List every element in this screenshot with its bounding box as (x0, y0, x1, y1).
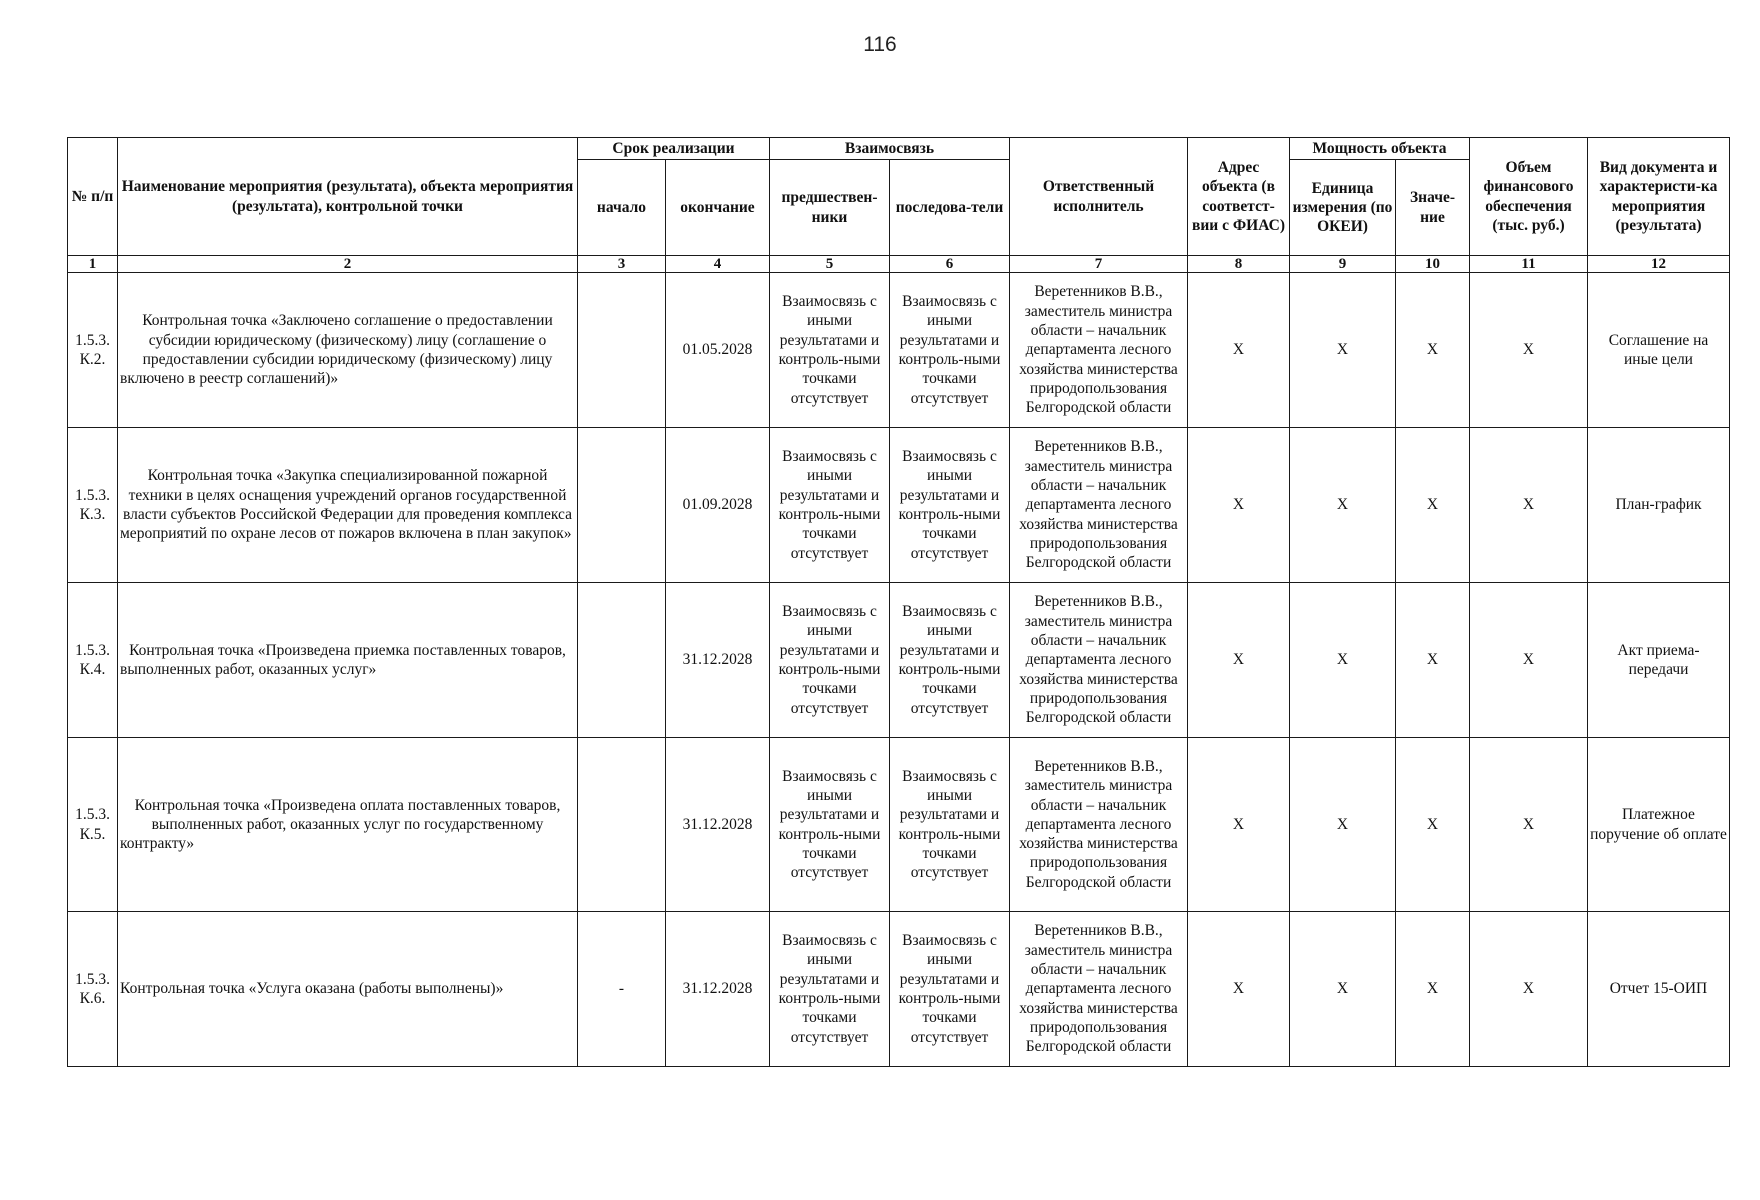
control-points-table (67, 137, 1730, 1067)
row-next: Взаимосвязь с иными результатами и контроль-ными точками отсутствует (890, 912, 1010, 1067)
row-name: Контрольная точка «Произведена оплата поставленных товаров, выполненных работ, оказанных услуг по государственному контракту» (118, 738, 578, 912)
row-end: 31.12.2028 (666, 583, 770, 738)
table-header (68, 138, 1730, 273)
row-name: Контрольная точка «Услуга оказана (работы выполнены)» (118, 912, 578, 1067)
header-doc-type: Вид документа и характеристи-ка мероприятия (результата) (1588, 138, 1730, 256)
row-doc: Платежное поручение об оплате (1588, 738, 1730, 912)
row-number: 1.5.3. К.6. (68, 912, 118, 1067)
column-number: 8 (1188, 256, 1290, 273)
row-end: 31.12.2028 (666, 912, 770, 1067)
row-prev: Взаимосвязь с иными результатами и контроль-ными точками отсутствует (770, 583, 890, 738)
header-term-start: начало (578, 160, 666, 256)
row-unit: X (1290, 428, 1396, 583)
row-start (578, 273, 666, 428)
column-number: 11 (1470, 256, 1588, 273)
row-address: X (1188, 273, 1290, 428)
row-doc: Акт приема-передачи (1588, 583, 1730, 738)
row-unit: X (1290, 912, 1396, 1067)
header-capacity-unit: Единица измерения (по ОКЕИ) (1290, 160, 1396, 256)
row-next: Взаимосвязь с иными результатами и контроль-ными точками отсутствует (890, 428, 1010, 583)
row-unit: X (1290, 583, 1396, 738)
row-doc: Соглашение на иные цели (1588, 273, 1730, 428)
row-prev: Взаимосвязь с иными результатами и контроль-ными точками отсутствует (770, 738, 890, 912)
row-start (578, 738, 666, 912)
header-executor: Ответственный исполнитель (1010, 138, 1188, 256)
row-funding: X (1470, 583, 1588, 738)
page-number: 116 (863, 33, 897, 56)
row-next: Взаимосвязь с иными результатами и контроль-ными точками отсутствует (890, 738, 1010, 912)
row-address: X (1188, 583, 1290, 738)
column-number: 7 (1010, 256, 1188, 273)
row-funding: X (1470, 912, 1588, 1067)
table-row (68, 273, 1730, 428)
row-name: Контрольная точка «Произведена приемка поставленных товаров, выполненных работ, оказанных услуг» (118, 583, 578, 738)
row-value: X (1396, 912, 1470, 1067)
row-executor: Веретенников В.В., заместитель министра области – начальник департамента лесного хозяйства министерства природопользования Белгородской области (1010, 428, 1188, 583)
row-end: 01.05.2028 (666, 273, 770, 428)
row-executor: Веретенников В.В., заместитель министра области – начальник департамента лесного хозяйства министерства природопользования Белгородской области (1010, 583, 1188, 738)
table-row (68, 583, 1730, 738)
row-unit: X (1290, 738, 1396, 912)
column-number: 3 (578, 256, 666, 273)
row-number: 1.5.3. К.4. (68, 583, 118, 738)
header-link-group: Взаимосвязь (770, 138, 1010, 160)
row-funding: X (1470, 428, 1588, 583)
row-executor: Веретенников В.В., заместитель министра области – начальник департамента лесного хозяйства министерства природопользования Белгородской области (1010, 912, 1188, 1067)
row-end: 31.12.2028 (666, 738, 770, 912)
row-name: Контрольная точка «Закупка специализированной пожарной техники в целях оснащения учреждений органов государственной власти субъектов Российской Федерации для проведения комплекса мероприятий по охране лесов от пожаров включена в план закупок» (118, 428, 578, 583)
column-numbers-row (68, 256, 1730, 273)
header-capacity-group: Мощность объекта (1290, 138, 1470, 160)
row-value: X (1396, 583, 1470, 738)
row-value: X (1396, 428, 1470, 583)
row-address: X (1188, 428, 1290, 583)
row-prev: Взаимосвязь с иными результатами и контроль-ными точками отсутствует (770, 912, 890, 1067)
header-term-end: окончание (666, 160, 770, 256)
column-number: 12 (1588, 256, 1730, 273)
header-term-group: Срок реализации (578, 138, 770, 160)
row-funding: X (1470, 273, 1588, 428)
column-number: 4 (666, 256, 770, 273)
row-number: 1.5.3. К.3. (68, 428, 118, 583)
row-start (578, 583, 666, 738)
header-num: № п/п (68, 138, 118, 256)
row-next: Взаимосвязь с иными результатами и контроль-ными точками отсутствует (890, 273, 1010, 428)
column-number: 5 (770, 256, 890, 273)
column-number: 10 (1396, 256, 1470, 273)
column-number: 1 (68, 256, 118, 273)
table-row (68, 428, 1730, 583)
header-funding: Объем финансового обеспечения (тыс. руб.) (1470, 138, 1588, 256)
row-next: Взаимосвязь с иными результатами и контроль-ными точками отсутствует (890, 583, 1010, 738)
header-link-next: последова-тели (890, 160, 1010, 256)
column-number: 6 (890, 256, 1010, 273)
row-name: Контрольная точка «Заключено соглашение о предоставлении субсидии юридическому (физическому) лицу (соглашение о предоставлении субсидии юридическому (физическому) лицу включено в реестр соглашений)» (118, 273, 578, 428)
header-capacity-value: Значе-ние (1396, 160, 1470, 256)
column-number: 2 (118, 256, 578, 273)
row-value: X (1396, 738, 1470, 912)
row-start (578, 428, 666, 583)
row-executor: Веретенников В.В., заместитель министра области – начальник департамента лесного хозяйства министерства природопользования Белгородской области (1010, 273, 1188, 428)
row-funding: X (1470, 738, 1588, 912)
column-number: 9 (1290, 256, 1396, 273)
row-prev: Взаимосвязь с иными результатами и контроль-ными точками отсутствует (770, 428, 890, 583)
row-end: 01.09.2028 (666, 428, 770, 583)
header-address: Адрес объекта (в соответст-вии с ФИАС) (1188, 138, 1290, 256)
row-address: X (1188, 912, 1290, 1067)
header-link-prev: предшествен-ники (770, 160, 890, 256)
row-executor: Веретенников В.В., заместитель министра области – начальник департамента лесного хозяйства министерства природопользования Белгородской области (1010, 738, 1188, 912)
row-unit: X (1290, 273, 1396, 428)
row-number: 1.5.3. К.5. (68, 738, 118, 912)
row-number: 1.5.3. К.2. (68, 273, 118, 428)
header-name: Наименование мероприятия (результата), объекта мероприятия (результата), контрольной точки (118, 138, 578, 256)
row-value: X (1396, 273, 1470, 428)
table-row (68, 738, 1730, 912)
table-row (68, 912, 1730, 1067)
table-body (68, 273, 1730, 1067)
row-prev: Взаимосвязь с иными результатами и контроль-ными точками отсутствует (770, 273, 890, 428)
row-address: X (1188, 738, 1290, 912)
row-doc: План-график (1588, 428, 1730, 583)
row-doc: Отчет 15-ОИП (1588, 912, 1730, 1067)
row-start: - (578, 912, 666, 1067)
